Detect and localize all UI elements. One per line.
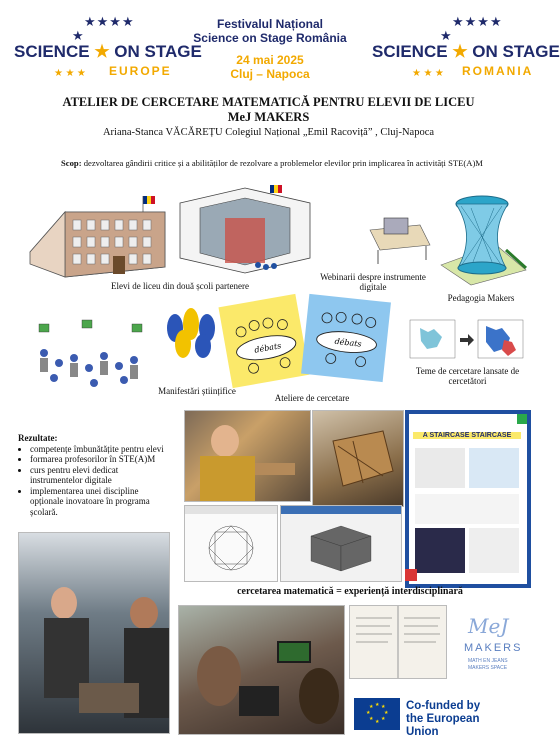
mej-word: MAKERS [464, 642, 523, 654]
caption-schools: Elevi de liceu din două școli partenere [111, 281, 249, 291]
photo-students-laptops [178, 605, 345, 735]
results-item: • competențe îmbunătățite pentru elevi [30, 444, 168, 455]
caption-ateliere: Ateliere de cercetare [274, 393, 350, 403]
makers-hyperboloid-illustration [436, 190, 528, 285]
stars-icon: ★★★★ [84, 14, 135, 29]
mej-makers-logo [450, 612, 530, 682]
science-on-stage-europe-logo: ★★★★ ★ SCIENCE ★ ON STAGE EUROPE ★ ★ ★ [14, 14, 202, 79]
caption-teme: Teme de cercetare lansate de cercetători [415, 366, 520, 386]
conference-crowd-illustration [24, 318, 159, 398]
eu-cofunded-logo [354, 698, 504, 738]
stars-icon: ★ ★ ★ [54, 68, 86, 79]
photo-student-presenting [184, 410, 311, 502]
research-tiling-illustration [408, 318, 526, 360]
caption-webinars: Webinarii despre instrumente digitale [320, 272, 426, 292]
3d-model-screenshot [280, 505, 402, 582]
students-figures-illustration [163, 290, 223, 360]
scop-text [22, 158, 522, 168]
scop-label: Scop: [61, 158, 82, 168]
photo-teacher-students [18, 532, 170, 734]
svg-text:★: ★ [366, 711, 371, 716]
logo-word-on-stage: ON STAGE [114, 42, 202, 61]
poster-title: ATELIER DE CERCETARE MATEMATICĂ PENTRU ELEVII DE LICEU [62, 95, 475, 109]
festival-date: 24 mai 2025 [236, 53, 304, 67]
school-building-illustration [25, 182, 165, 282]
results-section [18, 433, 168, 517]
workshop-blue-card [301, 294, 391, 382]
poster-subtitle: MeJ MAKERS [227, 110, 310, 124]
poster-inset-title: A STAIRCASE STAIRCASE [413, 432, 521, 439]
mej-mark: MeJ [468, 614, 509, 638]
festival-line1: Festivalul Național [216, 17, 324, 31]
romania-flag-icon [270, 185, 282, 193]
debate-label: débats [334, 336, 362, 349]
logo-sub-romania: ROMANIA [462, 64, 534, 78]
science-on-stage-romania-logo: ★★★★ ★ SCIENCE ★ ON STAGE ROMANIA ★ ★ ★ [372, 14, 560, 79]
research-poster-inset [405, 410, 531, 588]
debate-label: débats [253, 341, 282, 355]
poster-author: Ariana-Stanca VĂCĂREȚU Colegiul Național „Emil Racoviță” , Cluj-Napoca [102, 127, 435, 138]
mej-sub1: MATH EN JEANS [468, 658, 508, 664]
results-item: • curs pentru elevi dedicat instrumentelor digitale [30, 465, 168, 486]
romania-flag-icon [143, 196, 155, 212]
eu-line1: Co-funded by [406, 700, 481, 712]
scop-body: dezvoltarea gândirii critice și a abilităților de rezolvare a problemelor elevilor prin implicarea în activități STE(A)M [83, 158, 483, 168]
festival-place: Cluj – Napoca [230, 67, 310, 81]
equation-banner: cercetarea matematică = experiență interdisciplinară [237, 586, 463, 597]
caption-makers: Pedagogia Makers [447, 293, 515, 303]
svg-text:★: ★ [384, 711, 389, 716]
modern-school-illustration [170, 183, 320, 278]
eu-flag-icon [354, 698, 400, 730]
arrow-right-icon [460, 334, 474, 346]
svg-text:★: ★ [369, 705, 374, 710]
svg-text:★: ★ [369, 717, 374, 722]
stars-icon: ★★★★ [452, 14, 503, 29]
webinar-desk-illustration [360, 200, 432, 265]
geometry-software-screenshot [184, 505, 278, 582]
logo-word-on-stage: ON STAGE [472, 42, 560, 61]
workshop-yellow-card [218, 294, 309, 388]
logo-sub-europe: EUROPE [109, 64, 172, 78]
results-heading: Rezultate: [18, 433, 58, 443]
photo-wooden-model [312, 410, 404, 507]
svg-text:★: ★ [381, 717, 386, 722]
results-item: • formarea profesorilor în STE(A)M [30, 454, 168, 465]
logo-word-science: SCIENCE [372, 42, 448, 61]
festival-line2: Science on Stage România [193, 31, 347, 45]
svg-text:★: ★ [375, 720, 380, 725]
logo-word-science: SCIENCE [14, 42, 90, 61]
svg-text:★: ★ [375, 703, 380, 708]
results-item: • implementarea unei discipline opționale inovatoare în programa școlară. [30, 486, 168, 518]
svg-text:★: ★ [381, 705, 386, 710]
mej-sub2: MAKERS SPACE [468, 665, 508, 671]
eu-line2: the European Union [406, 713, 480, 738]
stars-icon: ★ [440, 28, 453, 43]
caption-manifest: Manifestări științifice [158, 386, 236, 396]
photo-notebook-math [349, 605, 447, 679]
stars-icon: ★ ★ ★ [412, 68, 444, 79]
stars-icon: ★ [72, 28, 85, 43]
